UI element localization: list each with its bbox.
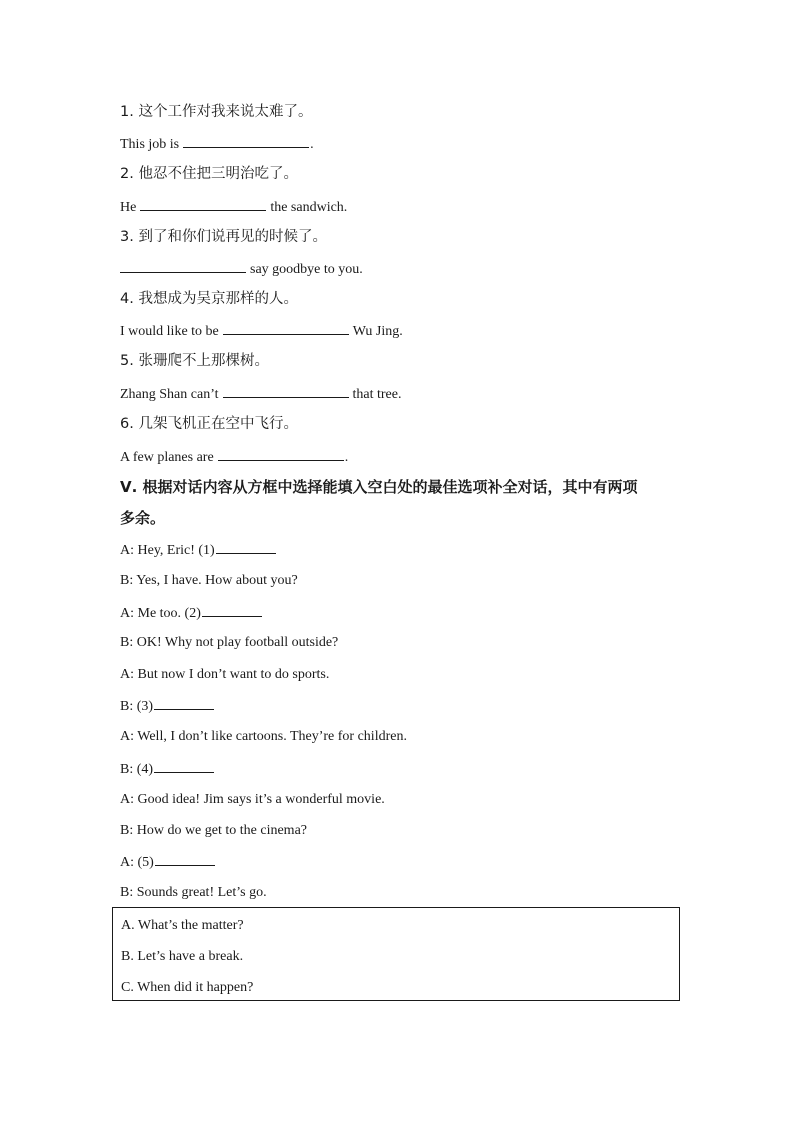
answer-lead-text: He bbox=[120, 200, 137, 215]
dialogue-line-7: A: Well, I don’t like cartoons. They’re for children. bbox=[120, 729, 407, 744]
answer-tail-text: that tree. bbox=[352, 387, 402, 402]
answer-tail-text: . bbox=[344, 450, 349, 465]
dialogue-text: B: (4) bbox=[120, 762, 154, 777]
dialogue-blank-1[interactable] bbox=[216, 541, 276, 554]
section-title: Ⅴ. 根据对话内容从方框中选择能填入空白处的最佳选项补全对话，其中有两项 bbox=[120, 478, 638, 496]
answer-blank[interactable] bbox=[223, 322, 349, 335]
answer-blank[interactable] bbox=[120, 260, 246, 273]
translation-prompt-6: 6. 几架飞机正在空中飞行。 bbox=[120, 416, 298, 432]
translation-answer-3 bbox=[120, 260, 363, 279]
dialogue-line-4: B: OK! Why not play football outside? bbox=[120, 635, 339, 650]
translation-prompt-1: 1. 这个工作对我来说太难了。 bbox=[120, 104, 313, 120]
answer-tail-text: say goodbye to you. bbox=[250, 262, 363, 277]
answer-lead-text: A few planes are bbox=[120, 450, 214, 465]
translation-answer-1 bbox=[120, 135, 314, 154]
option-a: A. What’s the matter? bbox=[121, 918, 244, 933]
dialogue-line-11 bbox=[120, 853, 215, 872]
answer-tail-text: the sandwich. bbox=[270, 200, 348, 215]
answer-blank[interactable] bbox=[218, 448, 344, 461]
dialogue-blank-5[interactable] bbox=[155, 853, 215, 866]
option-c: C. When did it happen? bbox=[121, 980, 254, 995]
translation-answer-6 bbox=[120, 448, 348, 467]
answer-tail-text: Wu Jing. bbox=[352, 324, 403, 339]
translation-prompt-4: 4. 我想成为吴京那样的人。 bbox=[120, 291, 298, 307]
dialogue-line-10: B: How do we get to the cinema? bbox=[120, 823, 308, 838]
translation-prompt-5: 5. 张珊爬不上那棵树。 bbox=[120, 353, 269, 369]
dialogue-line-2: B: Yes, I have. How about you? bbox=[120, 573, 298, 588]
answer-lead-text: This job is bbox=[120, 137, 180, 152]
translation-prompt-3: 3. 到了和你们说再见的时候了。 bbox=[120, 229, 327, 245]
option-b: B. Let’s have a break. bbox=[121, 949, 244, 964]
dialogue-line-9: A: Good idea! Jim says it’s a wonderful movie. bbox=[120, 792, 385, 807]
answer-blank[interactable] bbox=[183, 135, 309, 148]
dialogue-line-8 bbox=[120, 760, 214, 779]
dialogue-line-12: B: Sounds great! Let’s go. bbox=[120, 885, 267, 900]
translation-prompt-2: 2. 他忍不住把三明治吃了。 bbox=[120, 166, 298, 182]
translation-answer-4 bbox=[120, 322, 403, 341]
dialogue-line-6 bbox=[120, 697, 214, 716]
section-title-continued: 多余。 bbox=[120, 509, 166, 527]
dialogue-text: A: Hey, Eric! (1) bbox=[120, 543, 215, 558]
dialogue-text: A: Me too. (2) bbox=[120, 606, 201, 621]
dialogue-text: A: (5) bbox=[120, 855, 154, 870]
answer-lead-text: Zhang Shan can’t bbox=[120, 387, 219, 402]
answer-tail-text: . bbox=[310, 137, 314, 152]
dialogue-text: B: (3) bbox=[120, 699, 154, 714]
answer-lead-text: I would like to be bbox=[120, 324, 219, 339]
dialogue-line-5: A: But now I don’t want to do sports. bbox=[120, 667, 330, 682]
dialogue-blank-3[interactable] bbox=[154, 697, 214, 710]
dialogue-line-1 bbox=[120, 541, 276, 560]
dialogue-blank-4[interactable] bbox=[154, 760, 214, 773]
dialogue-blank-2[interactable] bbox=[202, 604, 262, 617]
options-box bbox=[112, 907, 680, 1001]
answer-blank[interactable] bbox=[140, 198, 266, 211]
translation-answer-5 bbox=[120, 385, 401, 404]
dialogue-line-3 bbox=[120, 604, 262, 623]
answer-blank[interactable] bbox=[223, 385, 349, 398]
translation-answer-2 bbox=[120, 198, 347, 217]
